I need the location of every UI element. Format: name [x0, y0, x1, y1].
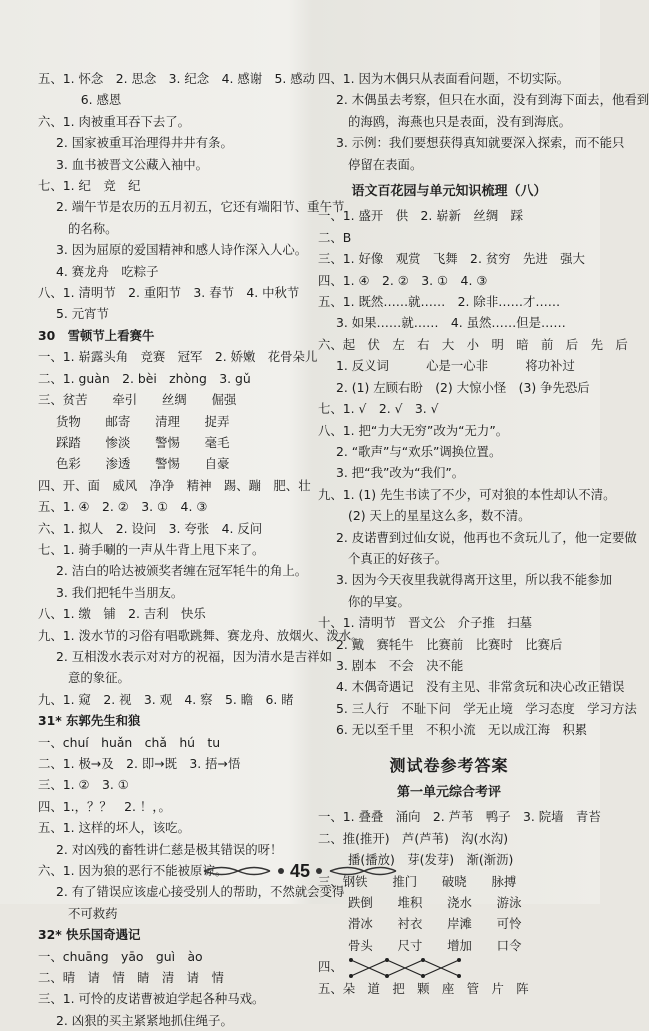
answer-line: 2. 戴 赛牦牛 比赛前 比赛时 比赛后: [336, 636, 563, 652]
answer-line: 5. 三人行 不耻下问 学无止境 学习态度 学习方法: [336, 700, 637, 716]
lesson-heading: 32* 快乐国奇遇记: [38, 927, 141, 943]
answer-line: 骨头 尺寸 增加 口令: [348, 937, 522, 953]
answer-line: 二、1. guàn 2. bèi zhòng 3. gǔ: [38, 370, 251, 386]
answer-line: 的海鸥，海燕也只是表面，没有到海底。: [348, 113, 572, 129]
answer-line: 八、1. 缴 铺 2. 吉利 快乐: [38, 606, 206, 622]
answer-line: 三、1. ② 3. ①: [38, 777, 129, 793]
left-ornament-icon: [202, 864, 272, 878]
answer-line: 3. 血书被晋文公藏入袖中。: [56, 156, 209, 172]
answer-line: 2. 互相泼水表示对对方的祝福，因为清水是吉祥如: [56, 648, 332, 664]
answer-line: 七、1. √ 2. √ 3. √: [318, 401, 439, 417]
answer-line: 一、chuāng yāo guì ào: [38, 948, 203, 964]
page-number: 45: [289, 860, 311, 881]
unit-review-title: 语文百花园与单元知识梳理（八）: [351, 184, 547, 200]
answer-line: 八、1. 把“力大无穷”改为“无力”。: [318, 422, 509, 438]
answer-line: 2. 国家被重耳治理得井井有条。: [56, 135, 233, 151]
answer-line: 3. 示例：我们要想获得真知就要深入探索，而不能只: [336, 135, 625, 151]
answer-line: 2. 洁白的哈达被颁奖者缠在冠军牦牛的角上。: [56, 563, 308, 579]
answer-line: [318, 828, 580, 849]
answer-line: 二、1. 极→及 2. 即→既 3. 捂→悟: [38, 756, 241, 771]
answer-line: 1. 反义词 心是一心非 将功补过: [336, 358, 575, 374]
answer-line: 九、1. 泼水节的习俗有唱歌跳舞、赛龙舟、放烟火、泼水。: [38, 627, 364, 643]
answer-line: 2. 凶狠的买主紧紧地抓住绳子。: [56, 1012, 233, 1028]
answer-line: 的名称。: [68, 220, 118, 236]
answer-line: 五、1. 这样的坏人，该吃。: [38, 820, 191, 836]
brace-group-line: 二、推(推开) 芦(芦苇) 沟(水沟): [318, 830, 509, 846]
answer-line: 五、1. 既然……就…… 2. 除非……才……: [318, 294, 561, 310]
answer-line: 2. (1) 左顾右盼 (2) 大惊小怪 (3) 争先恐后: [336, 379, 590, 395]
answer-line: 一、1. 盛开 供 2. 崭新 丝绸 踩: [318, 208, 523, 224]
answer-line: 不可救药: [68, 905, 118, 921]
answer-line: 二、晴 请 情 睛 清 请 情: [38, 970, 224, 986]
answer-line: 滑冰 衬衣 岸滩 可怜: [348, 916, 522, 932]
answer-line: [318, 956, 580, 978]
page-footer: [0, 858, 600, 884]
answer-line: 八、1. 清明节 2. 重阳节 3. 春节 4. 中秋节: [38, 285, 300, 301]
answer-line: 五、1. 怀念 2. 思念 3. 纪念 4. 感谢 5. 感动: [38, 71, 316, 86]
answer-line: 四、开、面 威风 净净 精神 踢、蹦 肥、壮: [38, 477, 311, 493]
answer-line: 六、1. 肉被重耳吞下去了。: [38, 113, 191, 129]
answer-line: 三、钢铁 推门 破晓 脉搏: [318, 873, 517, 889]
answer-line: 停留在表面。: [348, 156, 423, 172]
answer-line: 一、1. 叠叠 涌向 2. 芦苇 鸭子 3. 院墙 青苔: [318, 809, 601, 825]
answer-line: 意的象征。: [68, 670, 130, 686]
answer-line: 色彩 渗透 警惕 自豪: [56, 456, 230, 472]
answer-line: 3. 因为今天夜里我就得离开这里，所以我不能参加: [336, 572, 612, 588]
answer-line: 个真正的好孩子。: [348, 550, 448, 566]
answer-line: 七、1. 骑手唰的一声从牛背上甩下来了。: [38, 541, 265, 557]
answer-line: 2. “歌声”与“欢乐”调换位置。: [336, 443, 502, 459]
test-answers-title: 测试卷参考答案: [389, 755, 509, 775]
answer-line: 3. 我们把牦牛当朋友。: [56, 584, 184, 600]
answer-line: 四、1.，？？ 2. ！，。: [38, 798, 171, 814]
answer-line: 播(播放) 芽(发芽) 渐(渐沥): [348, 852, 514, 868]
answer-line: (2) 天上的星星这么多，数不清。: [348, 508, 531, 524]
answer-line: 2. 端午节是农历的五月初五，它还有端阳节、重午节: [56, 199, 345, 215]
answer-line: 2. 有了错误应该虚心接受别人的帮助，不然就会变得: [56, 884, 345, 900]
answer-line: 六、1. 拟人 2. 设问 3. 夸张 4. 反问: [38, 520, 263, 536]
answer-line: 五、朵 道 把 颗 座 管 片 阵: [318, 980, 529, 996]
answer-line: 六、1. 因为狼的恶行不能被原谅。: [38, 863, 228, 879]
answer-line: 5. 元宵节: [56, 306, 109, 322]
answer-line: 6. 感恩: [56, 92, 122, 108]
answer-line: 九、1. 窥 2. 视 3. 观 4. 察 5. 瞻 6. 睹: [38, 691, 294, 707]
answer-line: 2. 木偶虽去考察，但只在水面，没有到海下面去，他看到: [336, 92, 649, 108]
answer-line: 一、1. 崭露头角 竞赛 冠军 2. 娇嫩 花骨朵儿: [38, 349, 318, 365]
answer-line: 4. 赛龙舟 吃粽子: [56, 263, 159, 279]
answer-line: 三、贫苦 牵引 丝绸 倔强: [38, 392, 237, 408]
lesson-heading: 30 雪顿节上看赛牛: [38, 327, 155, 343]
answer-line: 4. 木偶奇遇记 没有主见、非常贪玩和决心改正错误: [336, 679, 625, 695]
answer-line: 6. 无以至千里 不积小流 无以成江海 积累: [336, 722, 588, 738]
answer-line: 九、1. (1) 先生书读了不少，可对狼的本性却认不清。: [318, 486, 616, 502]
matching-lines-diagram: [347, 958, 487, 978]
answer-line: 五、1. ④ 2. ② 3. ① 4. ③: [38, 499, 208, 515]
answer-line: 四、1. 因为木偶只从表面看问题，不切实际。: [318, 71, 570, 86]
answer-line: 一、chuí huǎn chǎ hú tu: [38, 734, 221, 750]
right-ornament-icon: [328, 864, 398, 878]
answer-line: 2. 皮诺曹到过仙女说，他再也不贪玩儿了，他一定要做: [336, 529, 637, 545]
answer-line: 三、1. 可怜的皮诺曹被迫学起各种马戏。: [38, 991, 265, 1007]
answer-line: 踩踏 惨淡 警惕 毫毛: [56, 434, 230, 450]
answer-line: 3. 如果……就…… 4. 虽然……但是……: [336, 315, 566, 331]
answer-line: 3. 把“我”改为“我们”。: [336, 465, 465, 481]
answer-line: 货物 邮寄 清理 捉弄: [56, 413, 230, 429]
answer-line: 六、起 伏 左 右 大 小 明 暗 前 后 先 后: [318, 336, 628, 352]
answer-line: 四、1. ④ 2. ② 3. ① 4. ③: [318, 272, 488, 288]
answer-line: 3. 剧本 不会 决不能: [336, 657, 464, 673]
matching-label: 四、: [318, 959, 343, 975]
answer-line: 十、1. 清明节 晋文公 介子推 扫墓: [318, 615, 533, 631]
test-unit-title: 第一单元综合考评: [396, 785, 501, 800]
dot-icon: [278, 868, 284, 874]
answer-line: 你的早宴。: [348, 593, 410, 609]
answer-line: 跌倒 堆积 浇水 游泳: [348, 895, 522, 911]
lesson-heading: 31* 东郭先生和狼: [38, 713, 141, 729]
answer-line: 2. 对凶残的畜牲讲仁慈是极其错误的呀！: [56, 841, 283, 857]
answer-line: 3. 因为屈原的爱国精神和感人诗作深入人心。: [56, 242, 308, 258]
dot-icon: [316, 868, 322, 874]
answer-line: 二、B: [318, 229, 352, 245]
answer-line: 三、1. 好像 观赏 飞舞 2. 贫穷 先进 强大: [318, 251, 585, 267]
answer-line: 七、1. 纪 竞 纪: [38, 178, 141, 194]
